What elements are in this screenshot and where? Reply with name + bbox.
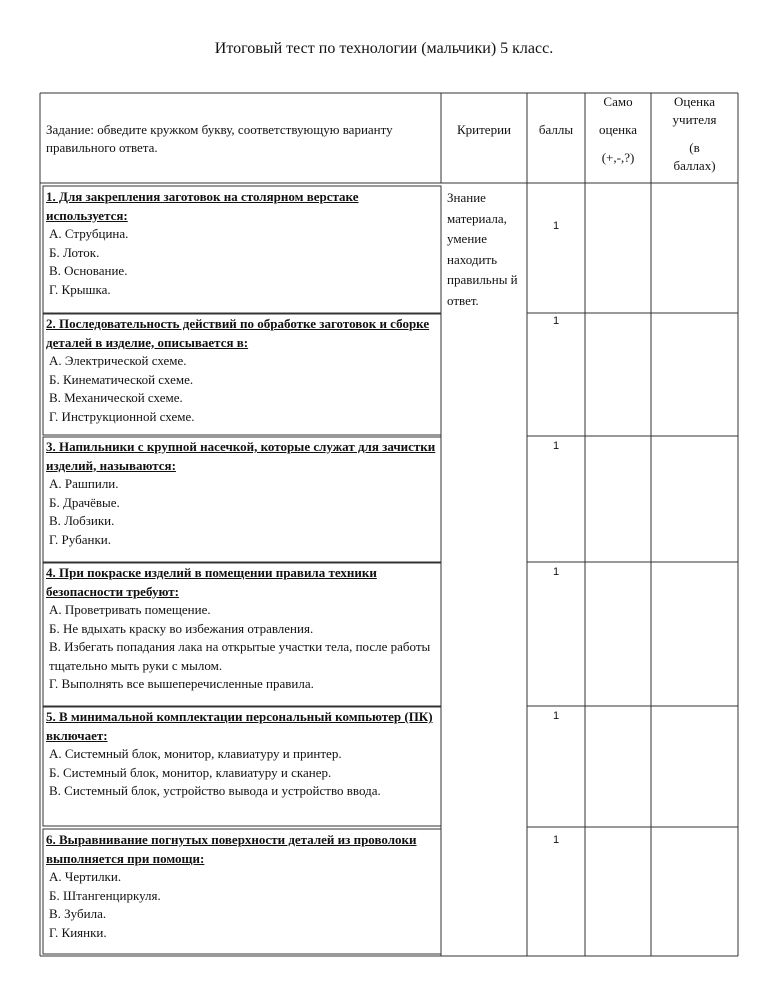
question-text: 4. При покраске изделий в помещении правила техники безопасности требуют:: [46, 565, 377, 599]
answer-option[interactable]: Б. Драчёвые.: [49, 494, 120, 510]
answer-option[interactable]: В. Системный блок, устройство вывода и устройство ввода.: [49, 783, 381, 798]
answer-option[interactable]: В. Зубила.: [49, 906, 107, 921]
answer-option[interactable]: А. Рашпили.: [49, 476, 119, 491]
question-5: [46, 708, 441, 801]
header-self-line3: (+,-,?): [601, 150, 635, 165]
page-title: Итоговый тест по технологии (мальчики) 5 класс.: [214, 40, 554, 57]
question-2: [46, 315, 441, 426]
answer-option[interactable]: Б. Кинематической схеме.: [49, 371, 194, 387]
answer-option[interactable]: Г. Инструкционной схеме.: [49, 408, 195, 424]
question-text: 3. Напильники с крупной насечкой, которые служат для зачистки изделий, называются:: [46, 439, 436, 473]
question-3: [46, 438, 441, 549]
answer-option[interactable]: А. Электрической схеме.: [49, 353, 187, 368]
answer-option[interactable]: Б. Лоток.: [49, 244, 100, 260]
points-value: 1: [552, 315, 560, 327]
points-value: 1: [552, 834, 560, 846]
header-teacher-line1: Оценка: [674, 94, 715, 109]
header-self-line2: оценка: [598, 122, 638, 137]
answer-option[interactable]: Г. Крышка.: [49, 281, 111, 297]
answer-option[interactable]: А. Струбцина.: [49, 226, 129, 241]
header-teacher-line2: учителя: [672, 112, 717, 127]
answer-option[interactable]: Б. Штангенциркуля.: [49, 887, 161, 903]
question-6: [46, 831, 441, 942]
header-self-line1: Само: [603, 94, 633, 109]
question-text: 5. В минимальной комплектации персональный компьютер (ПК) включает:: [46, 709, 433, 743]
header-teacher-line3: (в: [689, 140, 700, 155]
answer-option[interactable]: Г. Выполнять все вышеперечисленные правила.: [49, 676, 314, 691]
points-value: 1: [552, 220, 560, 232]
answer-option[interactable]: В. Механической схеме.: [49, 390, 183, 405]
header-points: баллы: [538, 122, 574, 137]
header-teacher-line4: баллах): [673, 158, 716, 173]
answer-option[interactable]: В. Лобзики.: [49, 513, 115, 528]
answer-option[interactable]: А. Проветривать помещение.: [49, 602, 211, 617]
question-text: 1. Для закрепления заготовок на столярном верстаке используется:: [46, 189, 359, 223]
answer-option[interactable]: Б. Не вдыхать краску во избежания отравления.: [49, 620, 314, 636]
answer-option[interactable]: А. Чертилки.: [49, 869, 122, 884]
answer-option[interactable]: Г. Рубанки.: [49, 531, 111, 547]
points-value: 1: [552, 566, 560, 578]
question-text: 2. Последовательность действий по обработке заготовок и сборке деталей в изделие, описывается в:: [46, 316, 430, 350]
question-1: [46, 188, 441, 299]
answer-option[interactable]: В. Избегать попадания лака на открытые участки тела, после работы тщательно мыть руки с мылом.: [49, 639, 431, 673]
instruction-text: Задание: обведите кружком букву, соответствующую варианту правильного ответа.: [46, 122, 393, 155]
points-value: 1: [552, 440, 560, 452]
header-criteria: Критерии: [457, 122, 511, 137]
answer-option[interactable]: В. Основание.: [49, 263, 128, 278]
criteria-text: Знание материала, умение находить правильны й ответ.: [447, 190, 518, 308]
question-4: [46, 564, 441, 694]
question-text: 6. Выравнивание погнутых поверхности деталей из проволоки выполняется при помощи:: [46, 832, 417, 866]
answer-option[interactable]: А. Системный блок, монитор, клавиатуру и принтер.: [49, 746, 342, 761]
answer-option[interactable]: Г. Киянки.: [49, 924, 107, 940]
points-value: 1: [552, 710, 560, 722]
answer-option[interactable]: Б. Системный блок, монитор, клавиатуру и сканер.: [49, 764, 332, 780]
